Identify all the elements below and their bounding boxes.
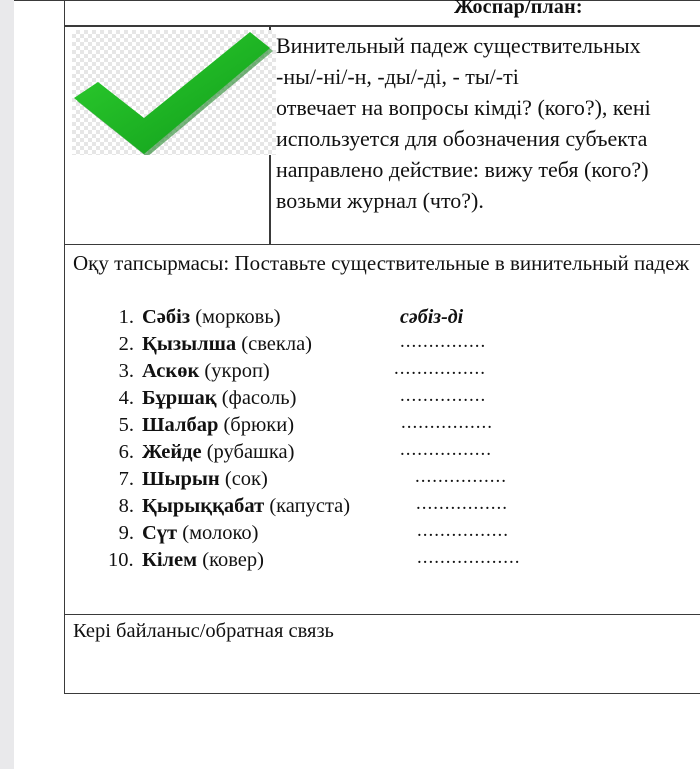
answer-blank: ............... bbox=[400, 331, 487, 352]
answer-blank: ................ bbox=[415, 466, 507, 487]
item-number: 4. bbox=[118, 387, 134, 409]
item-word: Жейде bbox=[142, 441, 202, 463]
item-translation: (укроп) bbox=[204, 360, 270, 382]
definition-line: возьми журнал (что?). bbox=[276, 188, 484, 213]
answer-blank: ................ bbox=[394, 358, 486, 379]
item-translation: (капуста) bbox=[269, 495, 351, 517]
item-number: 1. bbox=[118, 306, 134, 328]
table-line-row2-bottom bbox=[64, 614, 700, 615]
list-item bbox=[104, 333, 312, 360]
item-translation: (брюки) bbox=[223, 414, 295, 436]
item-word: Кілем bbox=[142, 549, 198, 571]
definition-line: Винительный падеж существительных bbox=[276, 33, 641, 58]
item-translation: (морковь) bbox=[195, 306, 281, 328]
item-word: Шырын bbox=[142, 468, 220, 490]
table-line-row1-bottom bbox=[64, 244, 700, 245]
item-word: Сәбіз bbox=[142, 306, 191, 328]
list-item bbox=[104, 441, 294, 468]
definition-text bbox=[276, 30, 700, 216]
list-item bbox=[104, 549, 264, 576]
definition-line: направлено действие: вижу тебя (кого?) bbox=[276, 157, 649, 182]
table-line-bottom bbox=[64, 693, 700, 694]
item-translation: (сок) bbox=[224, 468, 268, 490]
table-line-left bbox=[64, 0, 65, 694]
answer-blank: ................ bbox=[400, 439, 492, 460]
list-item bbox=[104, 468, 268, 495]
item-number: 3. bbox=[118, 360, 134, 382]
item-word: Бұршақ bbox=[142, 387, 217, 409]
answer-blank: ................ bbox=[416, 493, 508, 514]
answer-blank: ................ bbox=[417, 520, 509, 541]
table-line-top bbox=[14, 0, 700, 1]
item-translation: (рубашка) bbox=[206, 441, 295, 463]
item-number: 7. bbox=[118, 468, 134, 490]
plan-title: Жоспар/план: bbox=[454, 0, 583, 18]
table-line-header-bottom bbox=[64, 25, 700, 27]
answer-example: сәбіз-ді bbox=[400, 306, 464, 328]
list-item bbox=[104, 306, 281, 333]
item-word: Аскөк bbox=[142, 360, 200, 382]
item-number: 9. bbox=[118, 522, 134, 544]
definition-line: используется для обозначения субъекта bbox=[276, 126, 648, 151]
answer-blank: ............... bbox=[400, 385, 487, 406]
list-item bbox=[104, 522, 259, 549]
list-item bbox=[104, 414, 294, 441]
item-number: 2. bbox=[118, 333, 134, 355]
list-item bbox=[104, 495, 350, 522]
item-word: Шалбар bbox=[142, 414, 219, 436]
answer-blank: ................ bbox=[401, 412, 493, 433]
worksheet-page bbox=[14, 0, 700, 769]
item-translation: (молоко) bbox=[182, 522, 259, 544]
checkmark-icon bbox=[72, 30, 276, 155]
task-instruction: Оқу тапсырмасы: Поставьте существительные в винительный падеж bbox=[73, 251, 690, 275]
definition-line: -ны/-ні/-н, -ды/-ді, - ты/-ті bbox=[276, 64, 519, 89]
item-number: 8. bbox=[118, 495, 134, 517]
item-number: 6. bbox=[118, 441, 134, 463]
answer-blank: .................. bbox=[417, 547, 521, 568]
item-number: 5. bbox=[118, 414, 134, 436]
item-number: 10. bbox=[108, 549, 134, 571]
item-translation: (ковер) bbox=[202, 549, 264, 571]
item-translation: (свекла) bbox=[241, 333, 312, 355]
item-translation: (фасоль) bbox=[221, 387, 297, 409]
item-word: Сүт bbox=[142, 522, 178, 544]
feedback-label: Кері байланыс/обратная связь bbox=[73, 620, 334, 642]
definition-line: отвечает на вопросы кімді? (кого?), кенi bbox=[276, 95, 651, 120]
list-item bbox=[104, 360, 270, 387]
item-word: Қызылша bbox=[142, 333, 237, 355]
list-item bbox=[104, 387, 296, 414]
item-word: Қырыққабат bbox=[142, 495, 265, 517]
checkmark-image bbox=[72, 30, 276, 155]
